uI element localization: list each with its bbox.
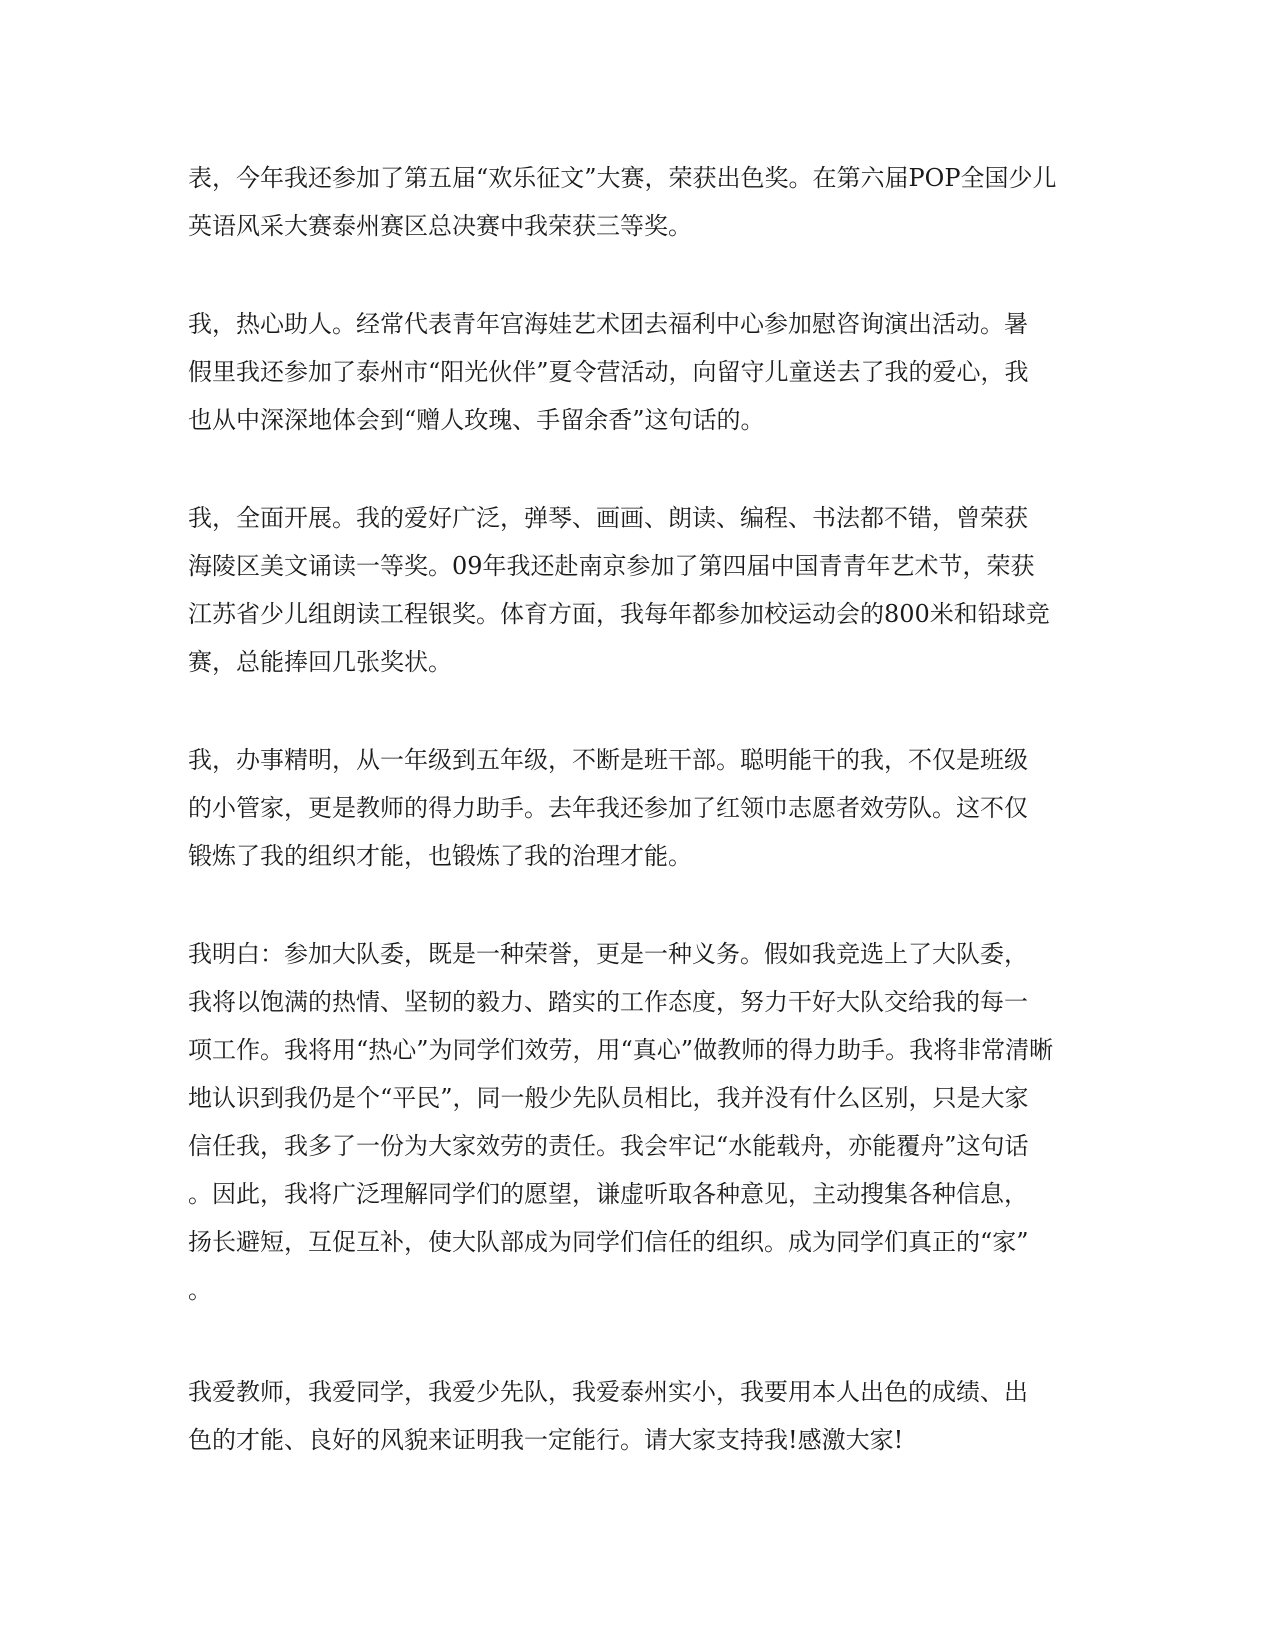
paragraph-helpful [188, 300, 1029, 444]
text-line: 赛，总能捧回几张奖状。 [188, 648, 452, 676]
text-line: 我，热心助人。经常代表青年宫海娃艺术团去福利中心参加慰咨询演出活动。暑 [188, 310, 1028, 338]
text-line: 我爱教师，我爱同学，我爱少先队，我爱泰州实小，我要用本人出色的成绩、出 [188, 1378, 1028, 1406]
text-line: 我将以饱满的热情、坚韧的毅力、踏实的工作态度，努力干好大队交给我的每一 [188, 988, 1028, 1016]
text-line: 江苏省少儿组朗读工程银奖。体育方面，我每年都参加校运动会的800米和铅球竞 [188, 600, 1050, 628]
text-line: 我，办事精明，从一年级到五年级，不断是班干部。聪明能干的我，不仅是班级 [188, 746, 1028, 774]
paragraph-capable [188, 736, 1028, 880]
text-line: 假里我还参加了泰州市“阳光伙伴”夏令营活动，向留守儿童送去了我的爱心，我 [188, 358, 1029, 386]
text-line: 的小管家，更是教师的得力助手。去年我还参加了红领巾志愿者效劳队。这不仅 [188, 794, 1028, 822]
text-line: 信任我，我多了一份为大家效劳的责任。我会牢记“水能载舟，亦能覆舟”这句话 [188, 1132, 1029, 1160]
text-line: 。因此，我将广泛理解同学们的愿望，谦虚听取各种意见，主动搜集各种信息， [188, 1180, 1028, 1208]
text-line: 锻炼了我的组织才能，也锻炼了我的治理才能。 [188, 842, 692, 870]
text-line: 海陵区美文诵读一等奖。09年我还赴南京参加了第四届中国青青年艺术节，荣获 [188, 552, 1035, 580]
paragraph-awards [188, 154, 1057, 250]
paragraph-closing [188, 1368, 1028, 1464]
text-line: 色的才能、良好的风貌来证明我一定能行。请大家支持我!感激大家! [188, 1426, 904, 1454]
text-line: 我，全面开展。我的爱好广泛，弹琴、画画、朗读、编程、书法都不错，曾荣获 [188, 504, 1028, 532]
text-line: 。 [188, 1276, 212, 1304]
text-line: 表，今年我还参加了第五届“欢乐征文”大赛，荣获出色奖。在第六届POP全国少儿 [188, 164, 1057, 192]
paragraph-all-round [188, 494, 1050, 686]
text-line: 扬长避短，互促互补，使大队部成为同学们信任的组织。成为同学们真正的“家” [188, 1228, 1029, 1256]
text-line: 我明白：参加大队委，既是一种荣誉，更是一种义务。假如我竞选上了大队委， [188, 940, 1028, 968]
paragraph-commitment [188, 930, 1053, 1314]
text-line: 地认识到我仍是个“平民”，同一般少先队员相比，我并没有什么区别，只是大家 [188, 1084, 1029, 1112]
text-line: 也从中深深地体会到“赠人玫瑰、手留余香”这句话的。 [188, 406, 765, 434]
text-line: 项工作。我将用“热心”为同学们效劳，用“真心”做教师的得力助手。我将非常清晰 [188, 1036, 1054, 1064]
text-line: 英语风采大赛泰州赛区总决赛中我荣获三等奖。 [188, 212, 692, 240]
